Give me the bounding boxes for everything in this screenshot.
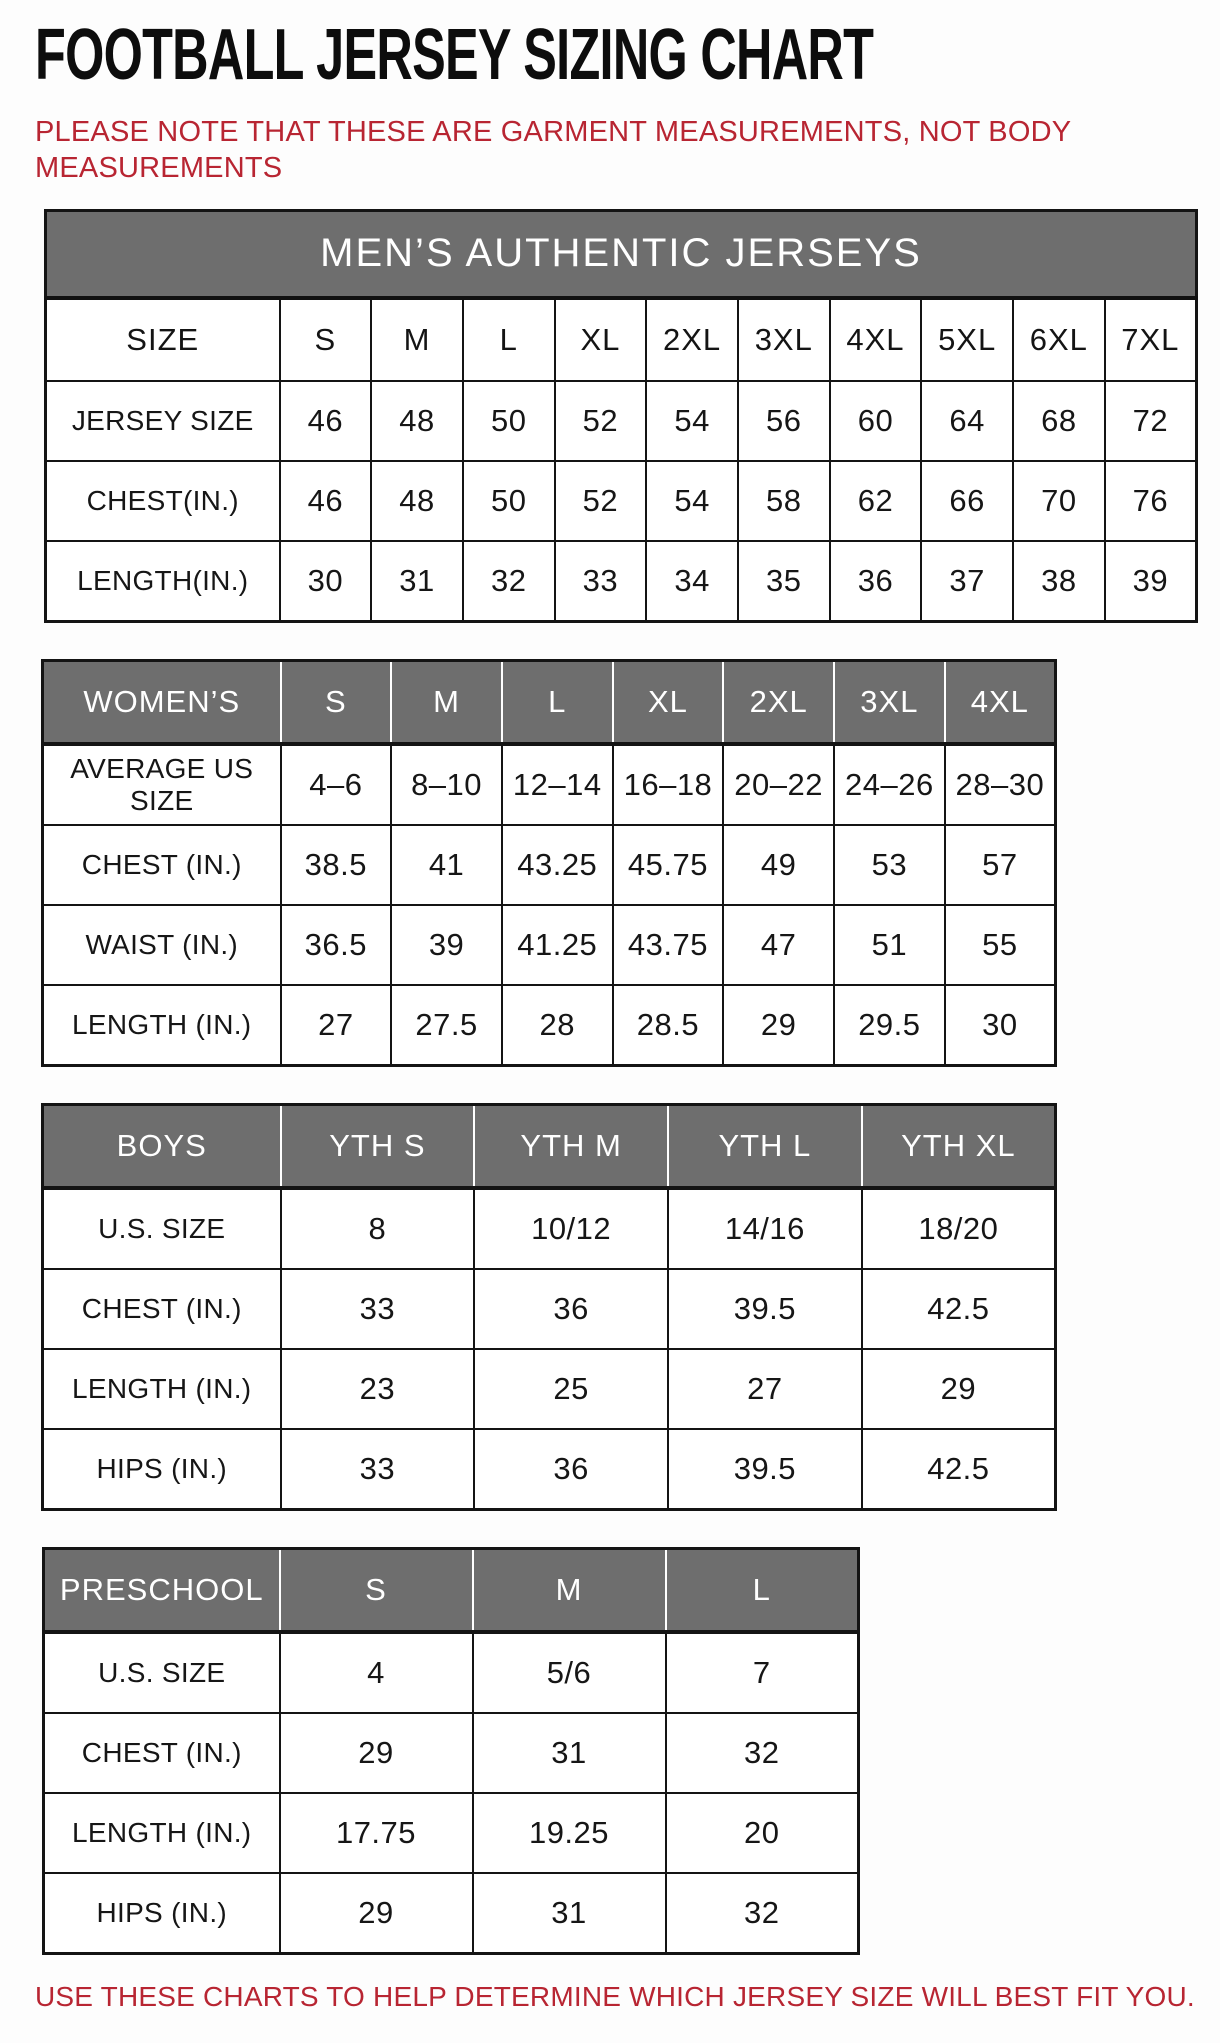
value-cell: 32 [666,1713,859,1793]
column-header: 5XL [921,298,1013,381]
value-cell: 43.75 [613,905,724,985]
value-cell: 58 [738,461,830,541]
value-cell: 39.5 [668,1429,862,1510]
value-cell: 14/16 [668,1188,862,1269]
value-cell: 17.75 [280,1793,473,1873]
value-cell: 52 [555,381,647,461]
page-title-text: FOOTBALL JERSEY SIZING CHART [35,15,874,95]
column-header: 3XL [738,298,830,381]
table-corner-label: PRESCHOOL [44,1548,280,1632]
value-cell: 39 [391,905,502,985]
column-header: 3XL [834,660,945,744]
row-label: LENGTH (IN.) [44,1793,280,1873]
table-corner-label: BOYS [43,1104,281,1188]
value-cell: 19.25 [473,1793,666,1873]
column-header: S [280,298,372,381]
value-cell: 43.25 [502,825,613,905]
row-label: HIPS (IN.) [44,1873,280,1954]
row-label: CHEST (IN.) [43,1269,281,1349]
row-label: CHEST (IN.) [44,1713,280,1793]
value-cell: 28.5 [613,985,724,1066]
value-cell: 38.5 [281,825,392,905]
row-label: CHEST (IN.) [43,825,281,905]
table-row [43,744,1056,825]
table-row [46,541,1197,622]
table-row [43,825,1056,905]
value-cell: 51 [834,905,945,985]
column-header: 2XL [646,298,738,381]
value-cell: 48 [371,461,463,541]
column-header-row [43,1104,1056,1188]
value-cell: 31 [473,1713,666,1793]
value-cell: 54 [646,381,738,461]
column-header: YTH L [668,1104,862,1188]
value-cell: 33 [281,1269,475,1349]
value-cell: 8 [281,1188,475,1269]
value-cell: 4–6 [281,744,392,825]
value-cell: 35 [738,541,830,622]
table-row [46,461,1197,541]
column-header-row [44,1548,859,1632]
column-header: S [281,660,392,744]
table-row [44,1793,859,1873]
value-cell: 8–10 [391,744,502,825]
value-cell: 39.5 [668,1269,862,1349]
column-header: M [391,660,502,744]
value-cell: 49 [723,825,834,905]
value-cell: 12–14 [502,744,613,825]
value-cell: 18/20 [862,1188,1056,1269]
column-header: 4XL [830,298,922,381]
value-cell: 32 [666,1873,859,1954]
value-cell: 42.5 [862,1429,1056,1510]
value-cell: 33 [555,541,647,622]
fit-advice-footer: USE THESE CHARTS TO HELP DETERMINE WHICH JERSEY SIZE WILL BEST FIT YOU. [35,1980,1195,2012]
value-cell: 47 [723,905,834,985]
value-cell: 55 [945,905,1056,985]
value-cell: 60 [830,381,922,461]
value-cell: 36.5 [281,905,392,985]
value-cell: 10/12 [474,1188,668,1269]
table-row [44,1632,859,1713]
row-label: LENGTH(IN.) [46,541,280,622]
value-cell: 34 [646,541,738,622]
value-cell: 31 [371,541,463,622]
column-header-row [43,660,1056,744]
value-cell: 29 [280,1873,473,1954]
column-header: YTH XL [862,1104,1056,1188]
value-cell: 27.5 [391,985,502,1066]
value-cell: 23 [281,1349,475,1429]
column-header: L [666,1548,859,1632]
value-cell: 33 [281,1429,475,1510]
value-cell: 36 [830,541,922,622]
mens-sizing-table [44,209,1198,623]
row-label: WAIST (IN.) [43,905,281,985]
value-cell: 39 [1105,541,1197,622]
column-header: YTH S [281,1104,475,1188]
table-row [43,1188,1056,1269]
column-header: 7XL [1105,298,1197,381]
value-cell: 64 [921,381,1013,461]
value-cell: 37 [921,541,1013,622]
value-cell: 48 [371,381,463,461]
value-cell: 68 [1013,381,1105,461]
value-cell: 50 [463,381,555,461]
value-cell: 46 [280,461,372,541]
value-cell: 50 [463,461,555,541]
value-cell: 30 [945,985,1056,1066]
table-row [43,905,1056,985]
value-cell: 28–30 [945,744,1056,825]
column-header: L [463,298,555,381]
table-row [43,985,1056,1066]
column-header: 6XL [1013,298,1105,381]
value-cell: 46 [280,381,372,461]
value-cell: 56 [738,381,830,461]
value-cell: 57 [945,825,1056,905]
value-cell: 62 [830,461,922,541]
preschool-sizing-table [42,1547,860,1955]
page-title [35,15,1220,95]
value-cell: 54 [646,461,738,541]
value-cell: 29 [723,985,834,1066]
row-label: JERSEY SIZE [46,381,280,461]
value-cell: 16–18 [613,744,724,825]
table-row [46,381,1197,461]
value-cell: 42.5 [862,1269,1056,1349]
value-cell: 29 [280,1713,473,1793]
row-label: U.S. SIZE [44,1632,280,1713]
value-cell: 28 [502,985,613,1066]
column-header: 2XL [723,660,834,744]
column-header: 4XL [945,660,1056,744]
row-label: LENGTH (IN.) [43,985,281,1066]
row-label: LENGTH (IN.) [43,1349,281,1429]
table-banner: MEN’S AUTHENTIC JERSEYS [46,210,1197,298]
column-header: M [371,298,463,381]
value-cell: 72 [1105,381,1197,461]
value-cell: 5/6 [473,1632,666,1713]
value-cell: 29 [862,1349,1056,1429]
banner-row [46,210,1197,298]
row-label: CHEST(IN.) [46,461,280,541]
column-header: M [473,1548,666,1632]
table-row [43,1349,1056,1429]
womens-sizing-table [41,659,1057,1067]
value-cell: 20–22 [723,744,834,825]
table-corner-label: SIZE [46,298,280,381]
column-header: YTH M [474,1104,668,1188]
column-header: S [280,1548,473,1632]
value-cell: 66 [921,461,1013,541]
table-corner-label: WOMEN’S [43,660,281,744]
value-cell: 7 [666,1632,859,1713]
value-cell: 25 [474,1349,668,1429]
value-cell: 36 [474,1269,668,1349]
value-cell: 36 [474,1429,668,1510]
table-row [44,1713,859,1793]
value-cell: 70 [1013,461,1105,541]
table-row [43,1429,1056,1510]
garment-measurement-note: PLEASE NOTE THAT THESE ARE GARMENT MEASUREMENTS, NOT BODY MEASUREMENTS [35,116,1071,185]
column-header: L [502,660,613,744]
row-label: AVERAGE US SIZE [43,744,281,825]
value-cell: 53 [834,825,945,905]
row-label: HIPS (IN.) [43,1429,281,1510]
value-cell: 29.5 [834,985,945,1066]
table-row [44,1873,859,1954]
value-cell: 38 [1013,541,1105,622]
value-cell: 32 [463,541,555,622]
value-cell: 20 [666,1793,859,1873]
value-cell: 24–26 [834,744,945,825]
value-cell: 41 [391,825,502,905]
column-header-row [46,298,1197,381]
column-header: XL [555,298,647,381]
value-cell: 30 [280,541,372,622]
table-row [43,1269,1056,1349]
row-label: U.S. SIZE [43,1188,281,1269]
value-cell: 41.25 [502,905,613,985]
column-header: XL [613,660,724,744]
value-cell: 4 [280,1632,473,1713]
boys-sizing-table [41,1103,1057,1511]
value-cell: 27 [281,985,392,1066]
value-cell: 52 [555,461,647,541]
value-cell: 76 [1105,461,1197,541]
value-cell: 45.75 [613,825,724,905]
value-cell: 27 [668,1349,862,1429]
value-cell: 31 [473,1873,666,1954]
